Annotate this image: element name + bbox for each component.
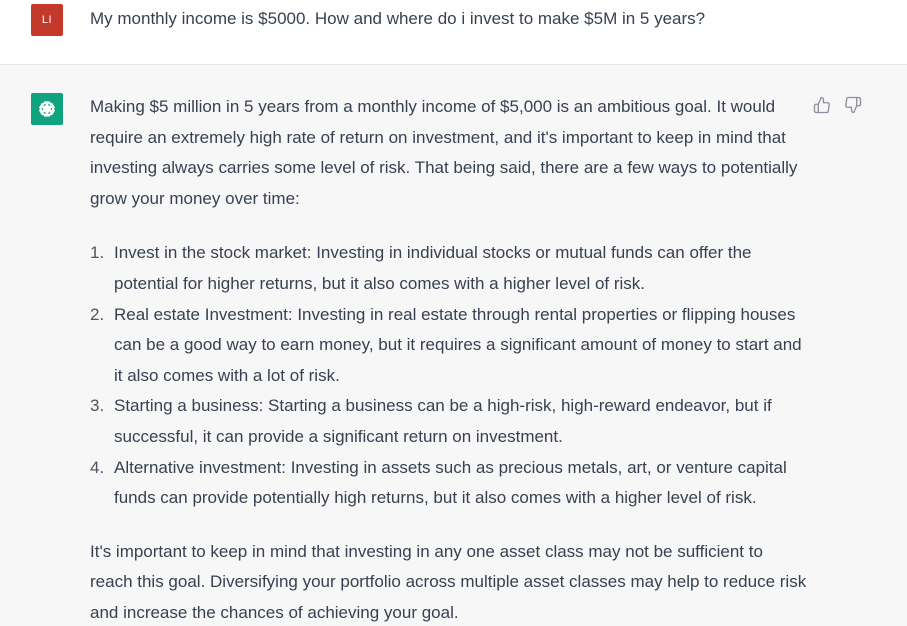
- list-item-text: Real estate Investment: Investing in real estate through rental properties or flipping houses can be a good way to earn money, but it requires a significant amount of money to start and it also comes with a lot of risk.: [114, 304, 802, 385]
- list-item: [90, 453, 810, 514]
- list-item-text: Invest in the stock market: Investing in individual stocks or mutual funds can offer the potential for higher returns, but it also comes with a higher level of risk.: [114, 243, 752, 293]
- thumbs-up-button[interactable]: [812, 95, 832, 115]
- assistant-message-content: [90, 92, 810, 626]
- list-item-number: 1.: [90, 243, 105, 263]
- thumbs-up-icon: [813, 96, 831, 114]
- assistant-avatar: [31, 93, 63, 125]
- assistant-intro-paragraph: Making $5 million in 5 years from a monthly income of $5,000 is an ambitious goal. It would require an extremely high rate of return on investment, and it's important to keep in mind that investing always carries some level of risk. That being said, there are a few ways to potentially grow your money over time:: [90, 97, 798, 208]
- list-item-text: Alternative investment: Investing in assets such as precious metals, art, or venture capital funds can provide potentially high returns, but it also comes with a higher level of risk.: [114, 457, 787, 508]
- user-avatar: LI: [31, 4, 63, 36]
- list-item-text: Starting a business: Starting a business can be a high-risk, high-reward endeavor, but if successful, it can provide a significant return on investment.: [114, 396, 772, 446]
- list-item-number: 3.: [90, 396, 105, 416]
- list-item: [90, 238, 810, 299]
- investment-options-list: [90, 238, 810, 513]
- user-message-row: [0, 0, 907, 65]
- user-message-text: My monthly income is $5000. How and where do i invest to make $5M in 5 years?: [90, 9, 706, 28]
- assistant-conclusion-paragraph: It's important to keep in mind that investing in any one asset class may not be sufficient to reach this goal. Diversifying your portfolio across multiple asset classes may help to reduce risk and increase the chances of achieving your goal.: [90, 541, 807, 622]
- list-item: [90, 391, 810, 452]
- assistant-message-row: [0, 65, 907, 626]
- thumbs-down-icon: [844, 96, 862, 114]
- list-item-number: 2.: [90, 304, 105, 324]
- list-item: [90, 300, 810, 392]
- openai-logo-icon: [36, 98, 58, 120]
- thumbs-down-button[interactable]: [843, 95, 863, 115]
- list-item-number: 4.: [90, 457, 105, 477]
